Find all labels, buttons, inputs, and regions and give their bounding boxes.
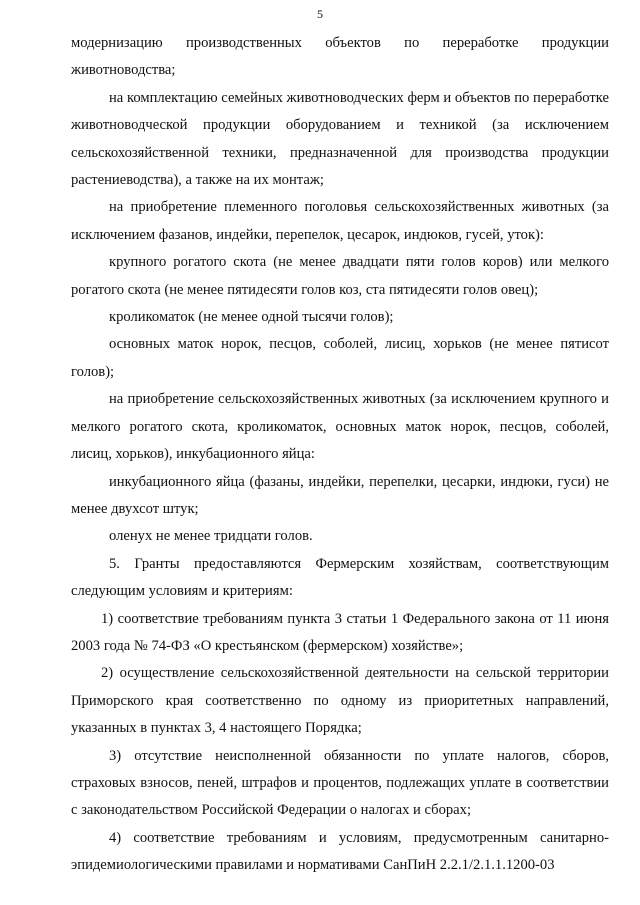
paragraph: кроликоматок (не менее одной тысячи голов); xyxy=(109,309,394,326)
paragraph: модернизацию производственных объектов по переработке продукции животноводства; xyxy=(71,35,609,79)
page-number: 5 xyxy=(317,7,323,21)
paragraph: оленух не менее тридцати голов. xyxy=(109,528,313,545)
paragraph: основных маток норок, песцов, соболей, лисиц, хорьков (не менее пятисот голов); xyxy=(71,336,609,380)
paragraph: на приобретение племенного поголовья сельскохозяйственных животных (за исключением фазанов, индейки, перепелок, цесарок, индюков, гусей, уток): xyxy=(71,199,609,243)
paragraph: крупного рогатого скота (не менее двадцати пяти голов коров) или мелкого рогатого скота (не менее пятидесяти голов коз, ста пятидесяти голов овец); xyxy=(71,254,609,298)
paragraph: инкубационного яйца (фазаны, индейки, перепелки, цесарки, индюки, гуси) не менее двухсот штук; xyxy=(71,473,609,517)
paragraph: 5. Гранты предоставляются Фермерским хозяйствам, соответствующим следующим условиям и критериям: xyxy=(71,555,609,600)
paragraph: 2) осуществление сельскохозяйственной деятельности на сельской территории Приморского края соответственно по одному из приоритетных направлений, указанных в пунктах 3, 4 настоящего Порядка; xyxy=(71,665,609,737)
paragraph: 3) отсутствие неисполненной обязанности по уплате налогов, сборов, страховых взносов, пеней, штрафов и процентов, подлежащих уплате в соответствии с законодательством Российской Федерации о налогах и сборах; xyxy=(71,747,609,819)
paragraph: 1) соответствие требованиям пункта 3 статьи 1 Федерального закона от 11 июня 2003 года № 74-ФЗ «О крестьянском (фермерском) хозяйстве»; xyxy=(71,610,609,654)
document-body xyxy=(71,30,609,880)
paragraph: 4) соответствие требованиям и условиям, предусмотренным санитарно-эпидемиологическими правилами и нормативами СанПиН 2.2.1/2.1.1.1200-03 xyxy=(71,829,609,874)
paragraph: на комплектацию семейных животноводческих ферм и объектов по переработке животноводческой продукции оборудованием и техникой (за исключением сельскохозяйственной техники, предназначенной для производства продукции растениеводства), а также на их монтаж; xyxy=(71,89,609,189)
paragraph: на приобретение сельскохозяйственных животных (за исключением крупного и мелкого рогатого скота, кроликоматок, основных маток норок, песцов, соболей, лисиц, хорьков), инкубационного яйца: xyxy=(71,391,609,463)
